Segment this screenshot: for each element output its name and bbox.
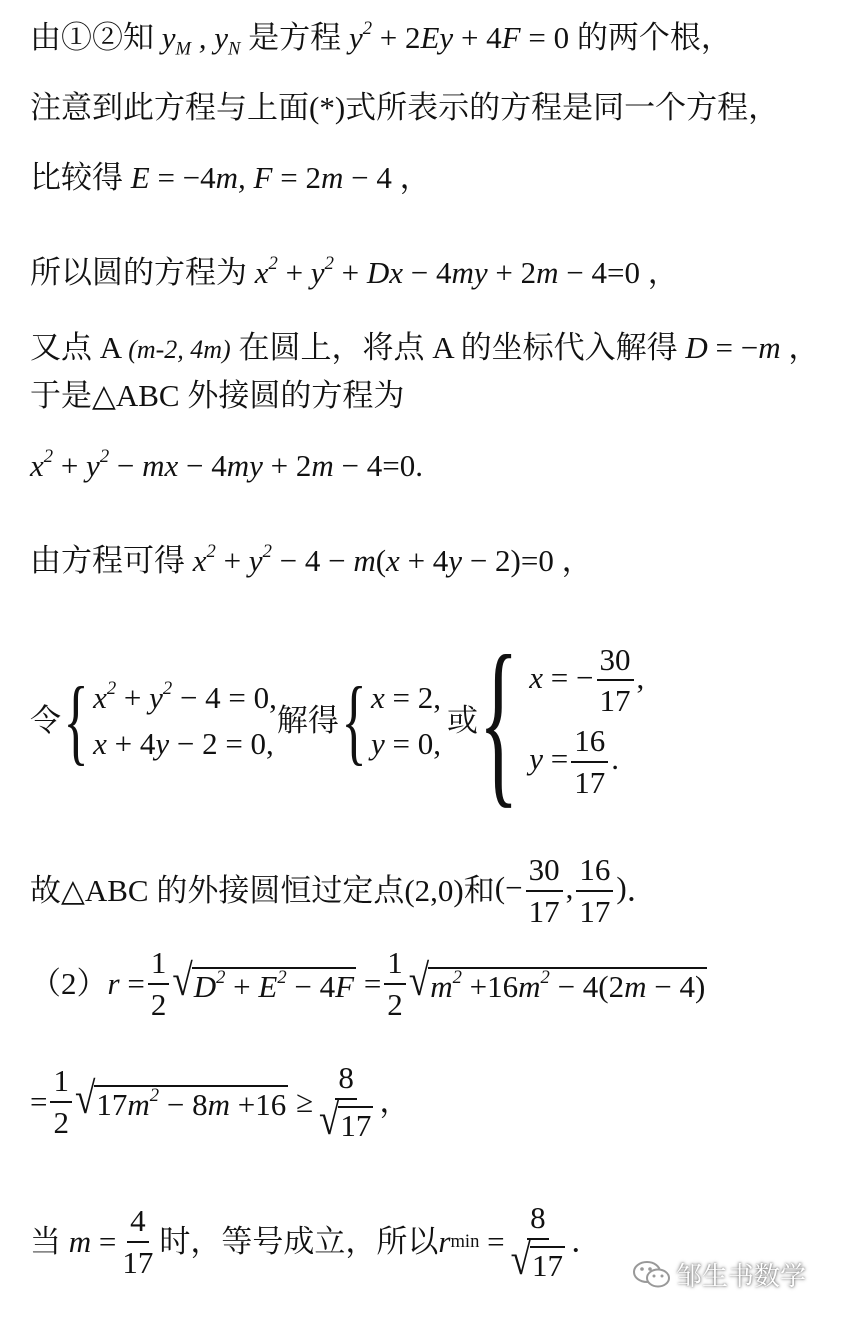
text-segment: 令 [30,703,61,739]
text-segment: 解得 [276,703,339,739]
text-segment: ． [626,872,658,908]
formula-quadratic: $y^2 + 2Ey + 4F = 0$ [348,18,570,55]
text-line-4 [30,255,679,291]
text-segment: ， [561,543,593,578]
formula-roots: $y_M$ , $y_N$ [161,20,241,60]
text-segment: 又点 A [30,330,121,365]
wechat-icon [632,1259,672,1291]
text-line-12 [30,1060,410,1143]
watermark [632,1256,806,1293]
part-label: （2） [30,965,108,1001]
text-segment: ， [399,160,431,195]
formula-factored: $x^2 + y^2 - 4 - m(x + 4y - 2)=0$ [192,541,554,578]
text-segment: 时，等号成立，所以 [159,1223,439,1259]
text-line-2 [30,90,779,126]
formula-m-value: m = $\frac{4}{17}$ [61,1203,154,1280]
text-segment: 注意到此方程与上面(*)式所表示的方程是同一个方程， [30,90,780,125]
formula-radius-bound: = $\frac{1}{2}$ √ $17m^2 - 8m +16$ ≥ 8 √ 17 [30,1060,372,1145]
text-segment: ， [647,255,679,290]
text-line-3 [30,160,431,196]
text-segment: 在圆上，将点 A 的坐标代入解得 [238,330,678,365]
text-line-6 [30,378,404,414]
point-a-coord: (m-2, 4m) [128,335,231,364]
text-line-7 [30,448,423,484]
text-segment: 于是△ABC 外接圆的方程为 [30,378,405,413]
text-line-11 [30,945,707,1022]
equation-system-1: { $x^2 + y^2 - 4 = 0$, x + 4y − 2 = 0, [63,667,277,774]
equation-solution-2: { x = − $\frac{30}{17}$ , y = $\frac{16}{17}$ . [478,618,645,824]
text-segment: 由①②知 [30,20,154,55]
text-segment: 所以圆的方程为 [30,255,247,290]
text-segment: 由方程可得 [30,543,185,578]
text-segment: 当 [30,1223,61,1259]
text-line-1 [30,18,732,60]
text-segment: ， [788,330,820,365]
formula-d: D = −m [685,330,781,365]
text-segment: ． [571,1223,603,1259]
fixed-point-2: (− $\frac{30}{17}$ , $\frac{16}{17}$ ) [494,852,627,929]
text-line-8 [30,543,593,579]
text-segment: 和 [463,872,495,908]
fixed-point-1: (2,0) [404,872,464,908]
text-segment: 或 [446,703,478,739]
equation-solution-1: { x = 2, y = 0, [341,667,441,774]
text-segment: ， [379,1083,411,1119]
text-segment: 是方程 [248,20,342,55]
watermark-text: 邹生书数学 [676,1262,807,1292]
formula-circumcircle: $x^2 + y^2$ − mx − 4my + 2m − 4=0. [30,446,423,483]
text-segment: 故△ABC 的外接圆恒过定点 [30,872,405,908]
text-line-10 [30,852,658,929]
text-segment: 的两个根， [576,20,732,55]
formula-compare: E = −4m, F = 2m − 4 [130,160,392,195]
formula-rmin: r min = 8 √ 17 [438,1200,564,1285]
text-line-13 [30,1200,602,1283]
formula-radius: r = $\frac{1}{2}$ √ $D^2 + E^2 - 4F$ = $\frac{1}{2}$ √ $m^2 +16m^2 - 4(2m - 4)$ [107,945,706,1022]
text-segment: 比较得 [30,160,123,195]
text-line-9 [30,618,645,824]
text-line-5 [30,330,819,366]
formula-circle: $x^2 + y^2 + Dx - 4my + 2m - 4=0$ [254,253,640,290]
